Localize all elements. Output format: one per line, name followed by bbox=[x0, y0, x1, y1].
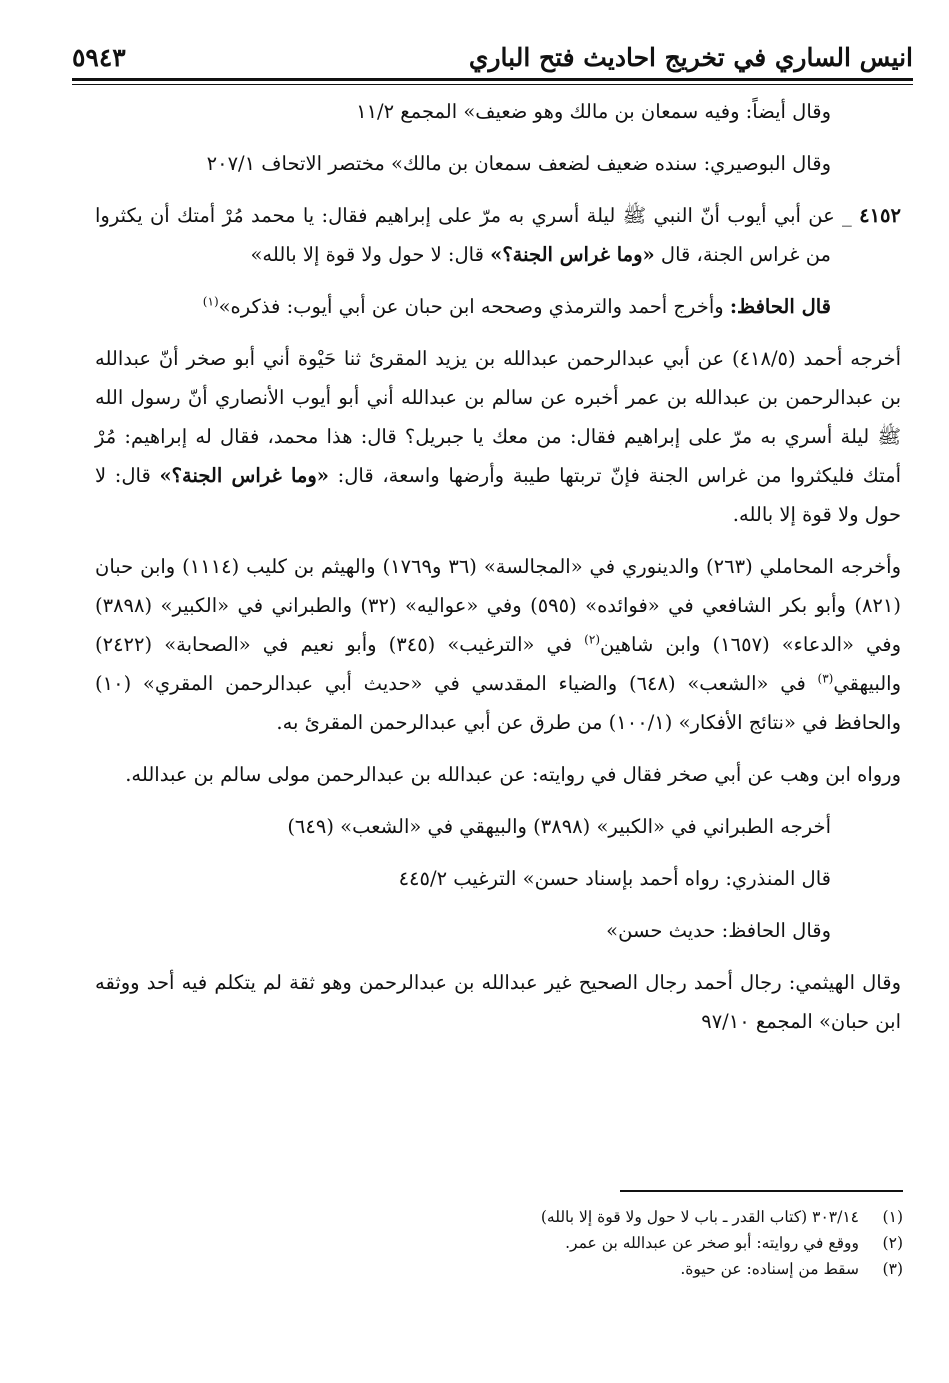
paragraph-hafiz-hasan: وقال الحافظ: حديث حسن» bbox=[606, 919, 831, 942]
header-rule bbox=[72, 78, 913, 81]
ahmad-text-bold: «وما غراس الجنة؟» bbox=[159, 464, 329, 487]
takhrij-text-c: في «الشعب» (٦٤٨) والضياء المقدسي في «حديث أبي عبدالرحمن المقري» (١٠) والحافظ في «نتائج الأفكار» (١٠٠/١) من طرق عن أبي عبدالرحمن المقرئ به. bbox=[95, 672, 901, 734]
paragraph-hafiz bbox=[95, 287, 901, 326]
ahmad-text-b: قال: لا حول ولا قوة إلا بالله. bbox=[95, 464, 901, 526]
footnote-ref-2: (٢) bbox=[584, 632, 600, 647]
page-header bbox=[72, 28, 913, 72]
takhrij-text-b: في «الترغيب» (٣٤٥) وأبو نعيم في «الصحابة» (٢٤٢٢) والبيهقي bbox=[95, 633, 901, 695]
paragraph-haythami: وقال الهيثمي: رجال أحمد رجال الصحيح غير عبدالله بن عبدالرحمن وهو ثقة لم يتكلم فيه أحد ووثقه ابن حبان» المجمع ٩٧/١٠ bbox=[95, 971, 901, 1033]
page-number: ٥٩٤٣ bbox=[72, 43, 126, 72]
paragraph-1: وقال أيضاً: وفيه سمعان بن مالك وهو ضعيف» المجمع ١١/٢ bbox=[356, 100, 831, 123]
footnotes bbox=[320, 1204, 903, 1282]
paragraph-tabarani: أخرجه الطبراني في «الكبير» (٣٨٩٨) والبيهقي في «الشعب» (٦٤٩) bbox=[287, 815, 831, 838]
main-text bbox=[95, 92, 901, 1054]
ahmad-text-a: أخرجه أحمد (٤١٨/٥) عن أبي عبدالرحمن عبدالله بن يزيد المقرئ ثنا حَيْوة أني أبو صخر أنّ عبدالله بن عبدالرحمن بن عبدالله بن عمر أخبره عن سالم بن عبدالله أني أبو أيوب الأنصاري أنّ رسول الله ﷺ ليلة أسري به مرّ على إبراهيم فقال: من معك يا جبريل؟ قال: هذا محمد، فقال له إبراهيم: مُرْ أمتك فليكثروا من غراس الجنة فإنّ تربتها طيبة وأرضها واسعة، قال: bbox=[95, 347, 902, 487]
footnote-text: سقط من إسناده: عن حيوة. bbox=[680, 1260, 859, 1278]
footnote-rule bbox=[620, 1190, 903, 1192]
hafiz-text: وأخرج أحمد والترمذي وصححه ابن حبان عن أبي أيوب: فذكره» bbox=[218, 295, 730, 318]
footnote-text: ٣٠٣/١٤ (كتاب القدر ـ باب لا حول ولا قوة إلا بالله) bbox=[540, 1208, 859, 1226]
footnote-text: ووقع في روايته: أبو صخر عن عبدالله بن عمر. bbox=[565, 1234, 859, 1252]
hafiz-label: قال الحافظ: bbox=[729, 295, 831, 318]
hadith-text-bold: «وما غراس الجنة؟» bbox=[490, 243, 655, 266]
hadith-text-b: قال: لا حول ولا قوة إلا بالله» bbox=[250, 243, 491, 266]
paragraph-ibn-wahb: ورواه ابن وهب عن أبي صخر فقال في روايته: عن عبدالله بن عبدالرحمن مولى سالم بن عبدالله. bbox=[125, 763, 901, 786]
footnote-3 bbox=[320, 1256, 903, 1282]
header-rule-thin bbox=[72, 84, 913, 85]
running-title: انيس الساري في تخريج احاديث فتح الباري bbox=[468, 43, 913, 72]
paragraph-takhrij bbox=[95, 547, 901, 742]
footnote-number: (٢) bbox=[882, 1234, 903, 1252]
paragraph-2: وقال البوصيري: سنده ضعيف لضعف سمعان بن مالك» مختصر الاتحاف ٢٠٧/١ bbox=[206, 152, 831, 175]
hadith-text-a: _ عن أبي أيوب أنّ النبي ﷺ ليلة أسري به مرّ على إبراهيم فقال: يا محمد مُرْ أمتك أن يكثروا من غراس الجنة، قال bbox=[95, 204, 852, 266]
hadith-number: ٤١٥٢ bbox=[859, 204, 901, 227]
paragraph-mundhiri: قال المنذري: رواه أحمد بإسناد حسن» الترغيب ٤٤٥/٢ bbox=[398, 867, 831, 890]
footnote-ref-3: (٣) bbox=[817, 671, 834, 686]
footnote-ref-1: (١) bbox=[202, 294, 219, 309]
footnote-1 bbox=[320, 1204, 903, 1230]
hadith-entry bbox=[95, 196, 901, 274]
takhrij-text-a: وأخرجه المحاملي (٢٦٣) والدينوري في «المجالسة» (٣٦ و١٧٦٩) والهيثم بن كليب (١١١٤) وابن حبان (٨٢١) وأبو بكر الشافعي في «فوائده» (٥٩٥) وفي «عواليه» (٣٢) والطبراني في «الكبير» (٣٨٩٨) وفي «الدعاء» (١٦٥٧) وابن شاهين bbox=[95, 555, 902, 656]
footnote-number: (٣) bbox=[882, 1260, 903, 1278]
paragraph-ahmad bbox=[95, 339, 901, 534]
footnote-2 bbox=[320, 1230, 903, 1256]
footnote-number: (١) bbox=[882, 1208, 903, 1226]
